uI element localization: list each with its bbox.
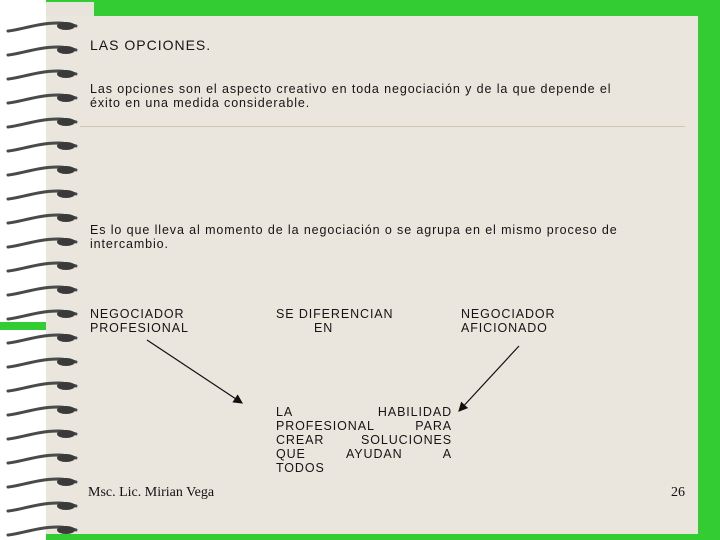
result-word: LA [276,405,294,419]
label-line: EN [314,321,334,335]
paragraph-line: intercambio. [90,237,169,251]
result-word: HABILIDAD [377,405,452,419]
result-line [276,461,452,475]
result-word: TODOS [276,461,325,475]
result-line [276,447,452,461]
paragraph-line: Las opciones son el aspecto creativo en toda negociación y de la que depende el [90,82,612,96]
result-word: AYUDAN [345,447,403,461]
label-line: PROFESIONAL [90,321,189,335]
arrow-right [459,346,519,411]
result-line [276,405,452,419]
footer-page-number: 26 [671,485,685,500]
label-line: AFICIONADO [461,321,548,335]
arrow-left [147,340,242,403]
result-word: CREAR [276,433,325,447]
slide-title: LAS OPCIONES. [90,37,212,53]
footer-author: Msc. Lic. Mirian Vega [88,485,215,500]
result-word: PROFESIONAL [276,419,375,433]
result-line [276,433,452,447]
paragraph-line: Es lo que lleva al momento de la negociación o se agrupa en el mismo proceso de [90,223,618,237]
result-word: A [442,447,452,461]
result-word: PARA [415,419,452,433]
result-word: QUE [276,447,306,461]
paragraph-line: éxito en una medida considerable. [90,96,311,110]
result-word: SOLUCIONES [361,433,452,447]
result-line [276,419,452,433]
label-line: SE DIFERENCIAN [276,307,394,321]
label-line: NEGOCIADOR [90,307,185,321]
professional-skill-box [276,405,452,475]
label-line: NEGOCIADOR [461,307,556,321]
